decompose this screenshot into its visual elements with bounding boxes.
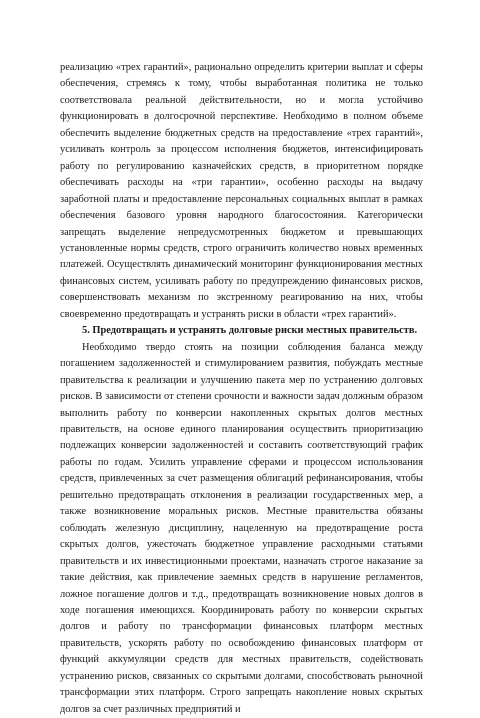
- paragraph-three-guarantees: реализацию «трех гарантий», рационально определить критерии выплат и сферы обеспечения, стремясь к тому, чтобы выработанная политика не только соответствовала реальной действительности, но и могла устойчиво функционировать в долгосрочной перспективе. Необходимо в полном объеме обеспечить выделение бюджетных средств на предоставление «трех гарантий», усиливать контроль за процессом исполнения бюджетов, интенсифицировать работу по регулированию казначейских средств, в приоритетном порядке обеспечивать расходы на «три гарантии», особенно расходы на выдачу заработной платы и предоставление персональных социальных выплат в рамках обеспечения базового уровня народного благосостояния. Категорически запрещать выделение непредусмотренных бюджетом и превышающих установленные нормы средств, строго ограничить количество новых временных платежей. Осуществлять динамический мониторинг функционирования местных финансовых систем, усиливать работу по предупреждению финансовых рисков, совершенствовать механизм по экстренному реагированию на них, чтобы своевременно предотвращать и устранять риски в области «трех гарантий».: [60, 62, 423, 320]
- section-heading-5: 5. Предотвращать и устранять долговые риски местных правительств.: [82, 325, 418, 337]
- paragraph-debt-risks: Необходимо твердо стоять на позиции соблюдения баланса между погашением задолженностей и стимулированием развития, побуждать местные правительства к реализации и улучшению пакета мер по устранению долговых рисков. В зависимости от степени срочности и важности задач должным образом выполнить работу по конверсии накопленных скрытых долгов местных правительств, на основе единого планирования осуществить приоритизацию подлежащих конверсии задолженностей и составить соответствующий график работы по годам. Усилить управление сферами и процессом использования средств, привлеченных за счет размещения облигаций рефинансирования, чтобы решительно предотвращать отклонения в реализации государственных мер, а также возникновение моральных рисков. Местные правительства обязаны соблюдать железную дисциплину, нацеленную на предотвращение роста скрытых долгов, ужесточать бюджетное управление расходными статьями правительств и их инвестиционными проектами, назначать строгое наказание за такие действия, как привлечение заемных средств в нарушение регламентов, ложное погашение долгов и т.д., предотвращать возникновение новых долгов в ходе погашения имеющихся. Координировать работу по конверсии скрытых долгов и работу по трансформации финансовых платформ местных правительств, ускорять работу по освобождению финансовых платформ от функций аккумуляции средств для местных правительств, содействовать устранению рисков, связанных со скрытыми долгами, способствовать рыночной трансформации этих платформ. Строго запрещать накопление новых скрытых долгов за счет различных предприятий и: [60, 341, 423, 715]
